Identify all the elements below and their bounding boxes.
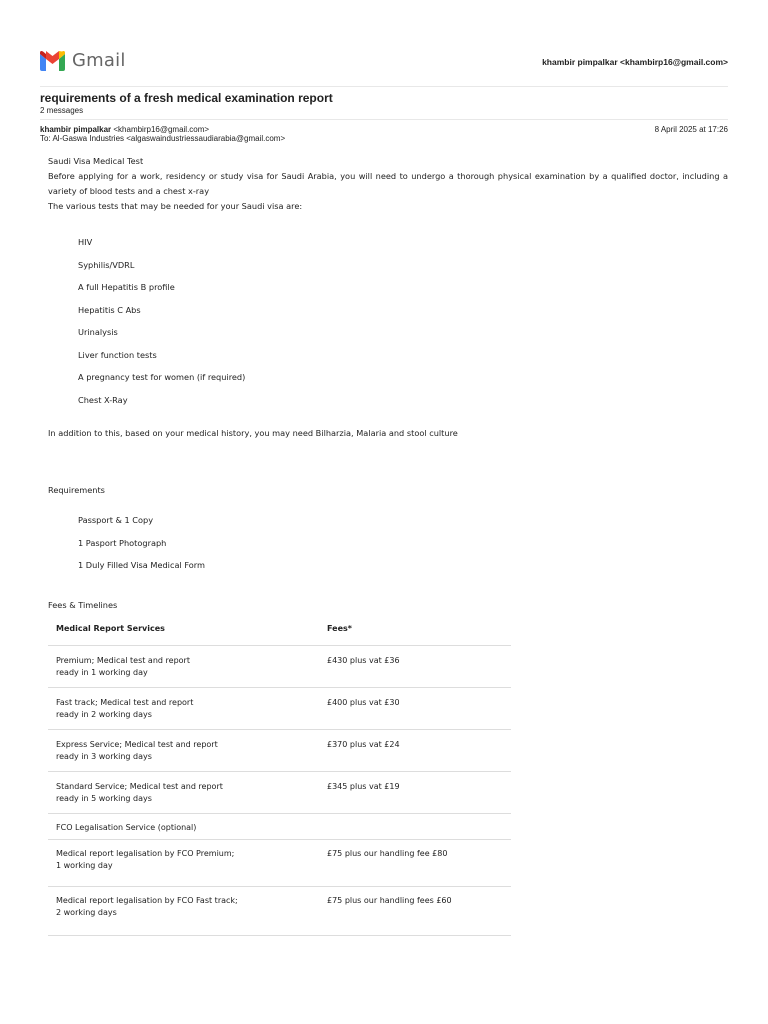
body-paragraph: Before applying for a work, residency or study visa for Saudi Arabia, you will need to undergo a thorough physical examination by a qualified doctor, including a variety of blood tests and a chest x-ray [48, 171, 728, 196]
service-cell [48, 646, 319, 688]
fee-cell: £75 plus our handling fee £80 [319, 840, 511, 887]
service-line: ready in 1 working day [56, 668, 148, 677]
header-divider [40, 86, 728, 87]
message-count: 2 messages [40, 106, 84, 115]
table-row [48, 887, 511, 936]
list-item: Syphilis/VDRL [78, 259, 135, 270]
service-line: 2 working days [56, 908, 117, 917]
thread-subject: requirements of a fresh medical examination report [40, 91, 333, 105]
service-line: Medical report legalisation by FCO Fast track; [56, 896, 238, 905]
table-row [48, 814, 511, 840]
list-item: Chest X-Ray [78, 394, 128, 405]
service-line: Fast track; Medical test and report [56, 698, 194, 707]
list-item: Passport & 1 Copy [78, 515, 154, 525]
table-row [48, 730, 511, 772]
list-item: 1 Duly Filled Visa Medical Form [78, 560, 205, 570]
message-intro [48, 154, 728, 214]
service-line: Medical report legalisation by FCO Premium; [56, 849, 235, 858]
list-item: 1 Pasport Photograph [78, 537, 167, 548]
fee-cell: £400 plus vat £30 [319, 688, 511, 730]
table-row [48, 840, 511, 887]
service-line: Express Service; Medical test and report [56, 740, 218, 749]
additional-tests-note: In addition to this, based on your medical history, you may need Bilharzia, Malaria and stool culture [48, 428, 458, 438]
gmail-logo [40, 50, 126, 71]
subject-divider [40, 119, 728, 120]
column-header: Fees* [319, 614, 511, 646]
fee-cell: £345 plus vat £19 [319, 772, 511, 814]
message-date: 8 April 2025 at 17:26 [654, 125, 728, 134]
sender-name: khambir pimpalkar [40, 125, 112, 134]
list-item: HIV [78, 237, 93, 247]
fees-heading: Fees & Timelines [48, 600, 118, 610]
fee-cell: £430 plus vat £36 [319, 646, 511, 688]
service-cell [48, 730, 319, 772]
print-header [40, 50, 728, 76]
fee-cell: £75 plus our handling fees £60 [319, 887, 511, 936]
service-cell [48, 840, 319, 887]
fee-cell [319, 814, 511, 840]
service-line: Premium; Medical test and report [56, 656, 190, 665]
tests-intro: The various tests that may be needed for your Saudi visa are: [48, 201, 303, 211]
list-item: A full Hepatitis B profile [78, 282, 175, 292]
service-cell [48, 887, 319, 936]
fee-cell: £370 plus vat £24 [319, 730, 511, 772]
service-line: Standard Service; Medical test and report [56, 782, 223, 791]
list-item: A pregnancy test for women (if required) [78, 372, 246, 382]
message-from [40, 125, 209, 134]
column-header: Medical Report Services [48, 614, 319, 646]
gmail-m-icon [40, 51, 65, 71]
service-cell: FCO Legalisation Service (optional) [48, 814, 319, 840]
requirements-list [78, 515, 205, 583]
service-line: ready in 2 working days [56, 710, 152, 719]
service-line: 1 working day [56, 861, 113, 870]
service-line: ready in 5 working days [56, 794, 152, 803]
list-item: Urinalysis [78, 327, 118, 337]
table-row [48, 772, 511, 814]
tests-list [78, 237, 245, 417]
fees-table [48, 614, 511, 936]
list-item: Hepatitis C Abs [78, 304, 141, 315]
account-identity: khambir pimpalkar <khambirp16@gmail.com> [542, 57, 728, 67]
gmail-wordmark: Gmail [72, 50, 126, 71]
service-cell [48, 688, 319, 730]
message-to: To: Al-Gaswa Industries <algaswaindustriessaudiarabia@gmail.com> [40, 134, 286, 143]
service-line: ready in 3 working days [56, 752, 152, 761]
table-row [48, 688, 511, 730]
service-cell [48, 772, 319, 814]
list-item: Liver function tests [78, 349, 157, 360]
requirements-heading: Requirements [48, 485, 105, 495]
sender-email: <khambirp16@gmail.com> [113, 125, 210, 134]
table-row [48, 646, 511, 688]
body-title: Saudi Visa Medical Test [48, 156, 144, 166]
table-header-row [48, 614, 511, 646]
